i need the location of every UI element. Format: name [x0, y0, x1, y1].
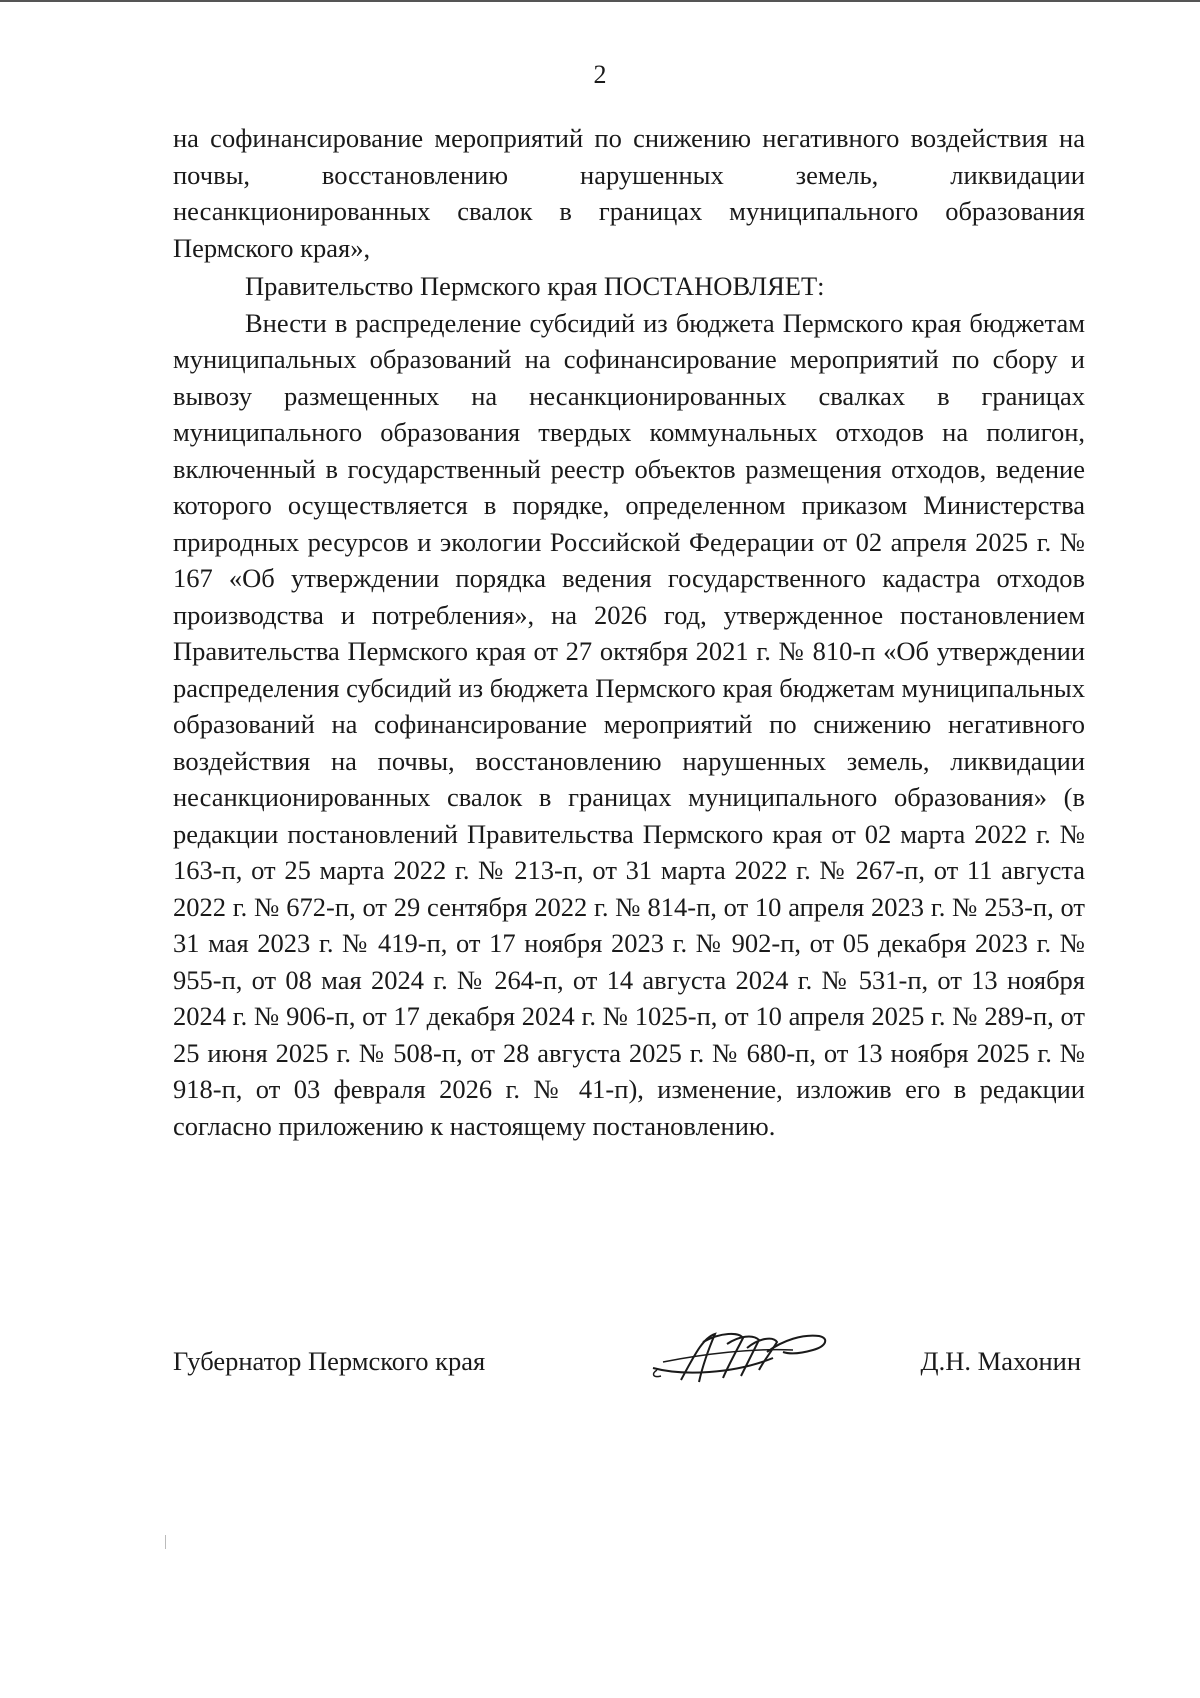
decree-line: Правительство Пермского края ПОСТАНОВЛЯЕТ: — [245, 271, 825, 301]
page-number: 2 — [593, 60, 607, 89]
signature-block — [173, 1336, 1085, 1396]
continuation-paragraph: на софинансирование мероприятий по снижению негативного воздействия на почвы, восстановлению нарушенных земель, ликвидации несанкционированных свалок в границах муниципального образования Пермского края», — [173, 123, 1085, 263]
handwritten-signature-icon — [643, 1324, 843, 1394]
signatory-name: Д.Н. Махонин — [920, 1346, 1081, 1376]
scan-top-edge — [0, 0, 1200, 2]
main-paragraph: Внести в распределение субсидий из бюджета Пермского края бюджетам муниципальных образований на софинансирование мероприятий по сбору и вывозу размещенных на несанкционированных свалках в границах муниципального образования твердых коммунальных отходов на полигон, включенный в государственный реестр объектов размещения отходов, ведение которого осуществляется в порядке, определенном приказом Министерства природных ресурсов и экологии Российской Федерации от 02 апреля 2025 г. № 167 «Об утверждении порядка ведения государственного кадастра отходов производства и потребления», на 2026 год, утвержденное постановлением Правительства Пермского края от 27 октября 2021 г. № 810-п «Об утверждении распределения субсидий из бюджета Пермского края бюджетам муниципальных образований на софинансирование мероприятий по снижению негативного воздействия на почвы, восстановлению нарушенных земель, ликвидации несанкционированных свалок в границах муниципального образования» (в редакции постановлений Правительства Пермского края от 02 марта 2022 г. № 163-п, от 25 марта 2022 г. № 213-п, от 31 марта 2022 г. № 267-п, от 11 августа 2022 г. № 672-п, от 29 сентября 2022 г. № 814-п, от 10 апреля 2023 г. № 253-п, от 31 мая 2023 г. № 419-п, от 17 ноября 2023 г. № 902-п, от 05 декабря 2023 г. № 955-п, от 08 мая 2024 г. № 264-п, от 14 августа 2024 г. № 531-п, от 13 ноября 2024 г. № 906-п, от 17 декабря 2024 г. № 1025-п, от 10 апреля 2025 г. № 289-п, от 25 июня 2025 г. № 508-п, от 28 августа 2025 г. № 680-п, от 13 ноября 2025 г. № 918-п, от 03 февраля 2026 г. № 41-п), изменение, изложив его в редакции согласно приложению к настоящему постановлению. — [173, 307, 1085, 1141]
scan-speck — [165, 1535, 166, 1549]
signatory-title: Губернатор Пермского края — [173, 1346, 486, 1376]
document-body — [173, 120, 1085, 1144]
